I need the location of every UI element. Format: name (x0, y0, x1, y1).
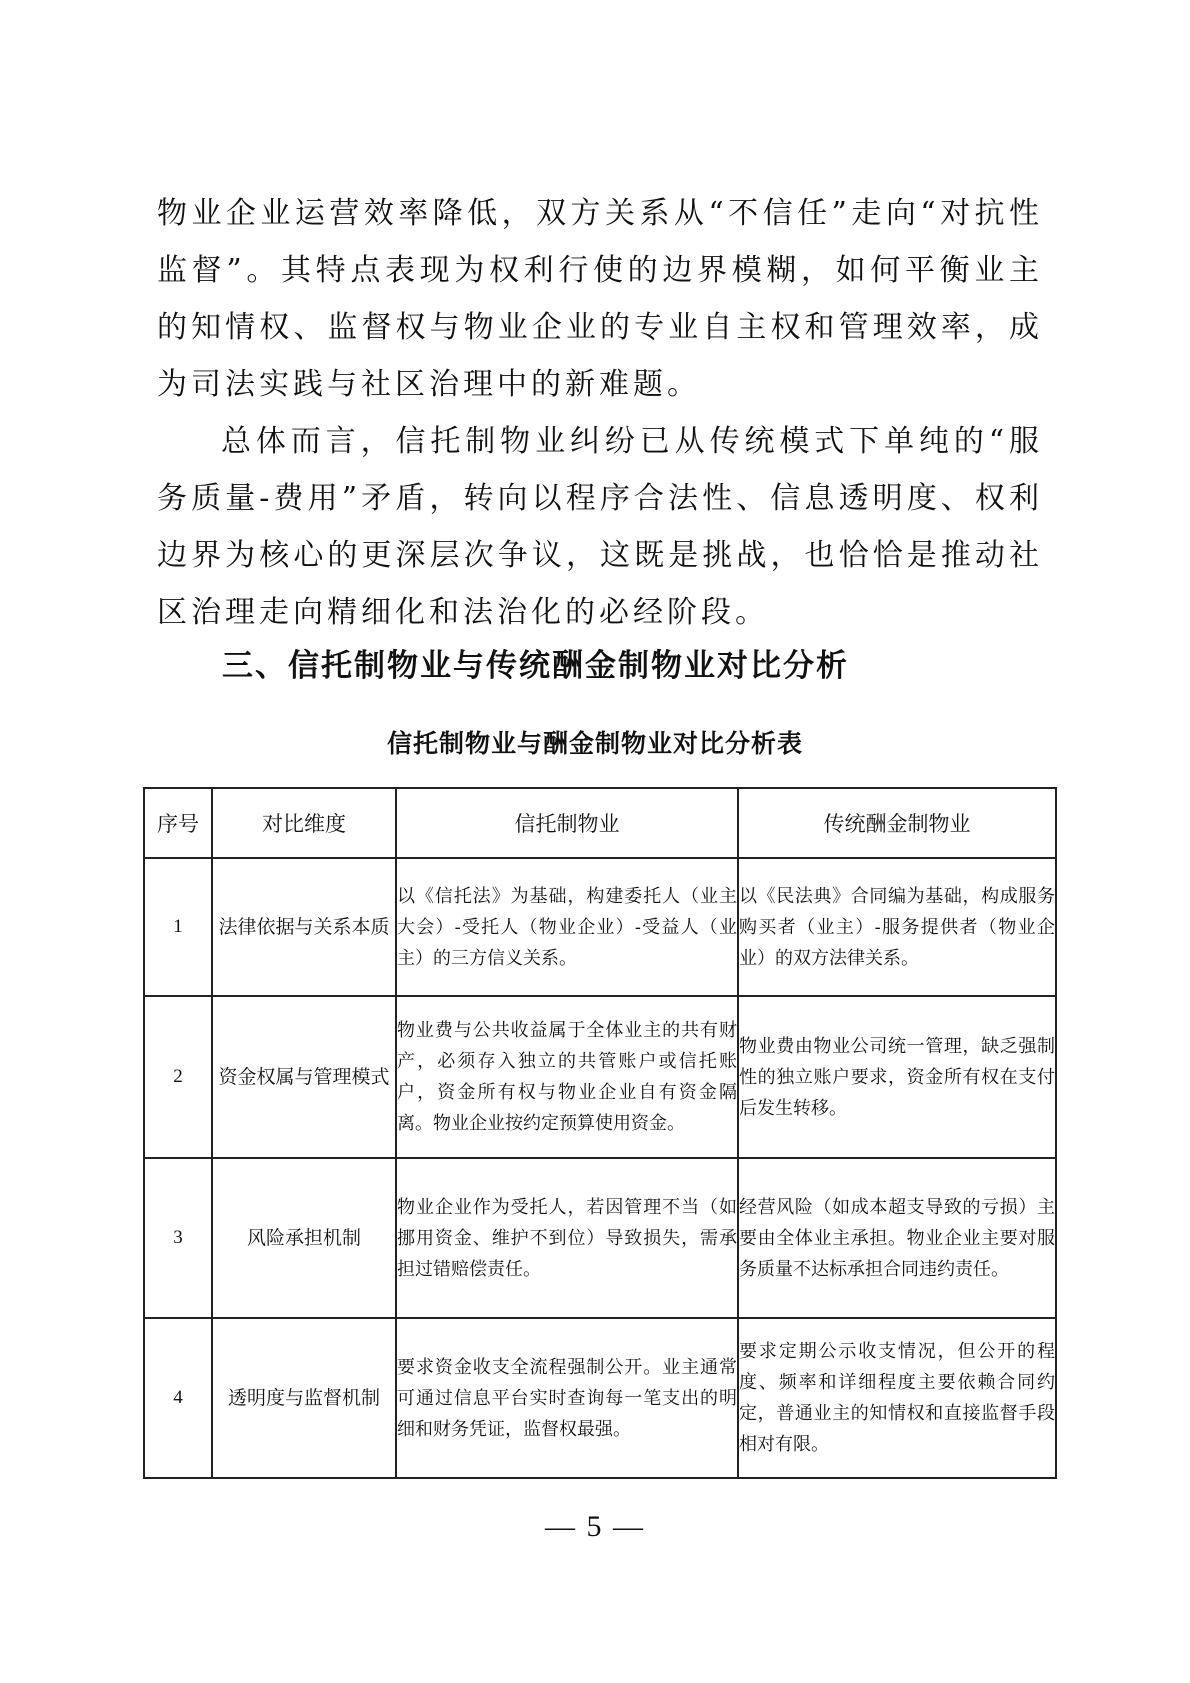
table-row (144, 858, 1056, 996)
row-fee-desc: 经营风险（如成本超支导致的亏损）主要由全体业主承担。物业企业主要对服务质量不达标承担合同违约责任。 (738, 1158, 1056, 1318)
table-title: 信托制物业与酬金制物业对比分析表 (386, 729, 803, 758)
paragraph-continued: 物业企业运营效率降低，双方关系从“不信任”走向“对抗性监督”。其特点表现为权利行使的边界模糊，如何平衡业主的知情权、监督权与物业企业的专业自主权和管理效率，成为司法实践与社区治理中的新难题。 (157, 196, 1043, 402)
row-dimension: 资金权属与管理模式 (212, 996, 396, 1158)
row-number: 3 (144, 1158, 212, 1318)
table-header-row (144, 788, 1056, 858)
section-heading: 三、信托制物业与传统酬金制物业对比分析 (222, 648, 849, 684)
table-row (144, 1158, 1056, 1318)
table-row (144, 996, 1056, 1158)
row-dimension: 法律依据与关系本质 (212, 858, 396, 996)
header-trust-property: 信托制物业 (396, 788, 738, 858)
row-number: 1 (144, 858, 212, 996)
row-trust-desc: 物业费与公共收益属于全体业主的共有财产，必须存入独立的共管账户或信托账户，资金所有权与物业企业自有资金隔离。物业企业按约定预算使用资金。 (396, 996, 738, 1158)
row-fee-desc: 以《民法典》合同编为基础，构成服务购买者（业主）-服务提供者（物业企业）的双方法律关系。 (738, 858, 1056, 996)
header-number: 序号 (144, 788, 212, 858)
paragraph-summary: 总体而言，信托制物业纠纷已从传统模式下单纯的“服务质量-费用”矛盾，转向以程序合法性、信息透明度、权利边界为核心的更深层次争议，这既是挑战，也恰恰是推动社区治理走向精细化和法治化的必经阶段。 (157, 424, 1043, 630)
comparison-table (143, 787, 1057, 1479)
row-dimension: 风险承担机制 (212, 1158, 396, 1318)
page-number: — 5 — (545, 1510, 645, 1543)
row-number: 2 (144, 996, 212, 1158)
header-dimension: 对比维度 (212, 788, 396, 858)
row-fee-desc: 要求定期公示收支情况，但公开的程度、频率和详细程度主要依赖合同约定，普通业主的知情权和直接监督手段相对有限。 (738, 1318, 1056, 1478)
header-fee-property: 传统酬金制物业 (738, 788, 1056, 858)
row-number: 4 (144, 1318, 212, 1478)
row-trust-desc: 要求资金收支全流程强制公开。业主通常可通过信息平台实时查询每一笔支出的明细和财务凭证，监督权最强。 (396, 1318, 738, 1478)
table-row (144, 1318, 1056, 1478)
row-dimension: 透明度与监督机制 (212, 1318, 396, 1478)
row-trust-desc: 物业企业作为受托人，若因管理不当（如挪用资金、维护不到位）导致损失，需承担过错赔偿责任。 (396, 1158, 738, 1318)
row-trust-desc: 以《信托法》为基础，构建委托人（业主大会）-受托人（物业企业）-受益人（业主）的三方信义关系。 (396, 858, 738, 996)
row-fee-desc: 物业费由物业公司统一管理，缺乏强制性的独立账户要求，资金所有权在支付后发生转移。 (738, 996, 1056, 1158)
